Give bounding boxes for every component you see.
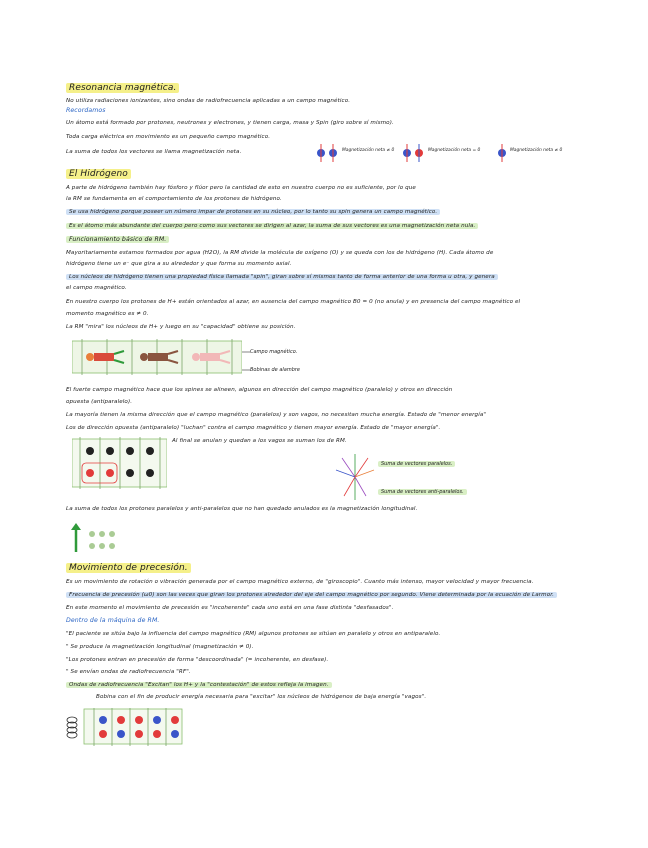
bullet-line: "Los protones entran en precesión de forma "descoordinada" (= incoherente, en desfase). (66, 657, 329, 663)
bullet-line: " Se envían ondas de radiofrecuencia "RF". (66, 669, 191, 675)
text-line: Ondas de radiofrecuencia "Excitan" los H+ y la "contestación" de estos refleja la imagen. (66, 681, 332, 689)
text-line: Es el átomo más abundante del cuerpo pero como sus vectores se dirigen al azar, la suma de sus vectores es una magnetización neta nula. (66, 222, 478, 230)
section-title-precesion: Movimiento de precesión. (66, 564, 191, 572)
section-title-resonancia: Resonancia magnética. (66, 84, 179, 92)
text-line: La RM "mira" los núcleos de H+ y luego en su "capacidad" obtiene su posición. (66, 324, 296, 330)
coil-excitation-diagram (64, 708, 184, 746)
text-line: Toda carga eléctrica en movimiento es un pequeño campo magnético. (66, 134, 271, 140)
text-line: Un átomo está formado por protones, neutrones y electrones, y tienen carga, masa y Spin (giro sobre sí mismo). (66, 120, 394, 126)
subheading-recordamos: Recordamos (66, 107, 106, 114)
text-line: A parte de hidrógeno también hay fósforo y flúor pero la cantidad de esto en nuestro cuerpo no es suficiente, por lo que (66, 185, 416, 191)
text-line: La mayoría tienen la misma dirección que el campo magnético (paralelos) y son vagos, no necesitan mucha energía. Estado de "menor energía" (66, 412, 487, 418)
vector-sum-icon (330, 452, 380, 502)
subheading-funcionamiento: Funcionamiento básico de RM. (66, 236, 169, 244)
mag-label-1: Magnetización neta ≠ 0 (342, 148, 395, 153)
proton-pair-1 (317, 144, 337, 162)
text-line: Es un movimiento de rotación o vibración generada por el campo magnético externo, de "giroscopio". Cuanto más intenso, mayor velocidad y mayor frecuencia. (66, 579, 534, 585)
spin-alignment-diagram (72, 437, 167, 489)
text-line: En nuestro cuerpo los protones de H+ están orientados al azar, en ausencia del campo magnético B0 = 0 (no anula) y en presencia del campo magnético el (66, 299, 521, 305)
text-line: En este momento el movimiento de precesión es "incoherente" cada uno está en una fase distinta "desfasados". (66, 605, 394, 611)
text-line: opuesta (antiparalelo). (66, 399, 133, 405)
magnetization-diagram (312, 142, 572, 164)
bullet-line: "El paciente se sitúa bajo la influencia del campo magnético (RM) algunos protones se sitúan en paralelo y otros en antiparalelo. (66, 631, 441, 637)
text-line: Frecuencia de precesión (ω0) son las veces que giran los protones alrededor del eje del campo magnético por segundo. Viene determinada por la ecuación de Larmor. (66, 591, 557, 599)
label-campo-magnetico: Campo magnético. (250, 349, 298, 355)
label-suma-paralelos: Suma de vectores paralelos. (378, 461, 455, 467)
label-suma-antiparalelos: Suma de vectores anti-paralelos. (378, 489, 467, 495)
text-line: El fuerte campo magnético hace que los spines se alineen, algunos en dirección del campo magnético (paralelo) y otros en dirección (66, 387, 453, 393)
text-line: Se usa hidrógeno porque poseer un número impar de protones en su núcleo, por lo tanto su spin genera un campo magnético. (66, 208, 440, 216)
label-bobinas: Bobinas de alambre (250, 367, 301, 373)
text-line: momento magnético es ≠ 0. (66, 311, 149, 317)
coil-icon (67, 717, 77, 738)
text-line: la RM se fundamenta en el comportamiento de los protones de hidrógeno. (66, 196, 282, 202)
text-line: La suma de todos los protones paralelos y anti-paralelos que no han quedado anulados es la magnetización longitudinal. (66, 506, 418, 512)
mag-label-2: Magnetización neta = 0 (428, 148, 481, 153)
text-line: Al final se anulan y quedan a los vagos se suman los de RM. (172, 438, 347, 444)
text-line: Mayoritariamente estamos formados por agua (H2O), la RM divide la molécula de oxígeno (O) y se queda con los de hidrógeno (H). Cada átomo de (66, 250, 494, 256)
proton-single (498, 144, 506, 162)
body-coil-diagram (72, 337, 242, 379)
text-line: Bobina con el fin de producir energía necesaria para "excitar" los núcleos de hidrógenos de baja energía "vagos". (96, 694, 427, 700)
text-line: hidrógeno tiene un e⁻ que gira a su alrededor y que forma su momento axial. (66, 261, 292, 267)
proton-pair-2 (403, 144, 423, 162)
section-title-hidrogeno: El Hidrógeno (66, 170, 131, 178)
longitudinal-magnetization-icon (70, 522, 140, 554)
text-line: La suma de todos los vectores se llama magnetización neta. (66, 149, 242, 155)
subheading-dentro: Dentro de la máquina de RM. (66, 617, 160, 624)
text-line: Los núcleos de hidrógeno tienen una propiedad física llamada "spin", giran sobre sí mismos tanto de forma anterior de una forma u otra, y genera (66, 273, 498, 281)
mag-label-3: Magnetización neta ≠ 0 (510, 148, 563, 153)
bullet-line: " Se produce la magnetización longitudinal (magnetización ≠ 0). (66, 644, 254, 650)
text-line: Los de dirección opuesta (antiparalelo) "luchan" contra el campo magnético y tienen mayor energía. Estado de "mayor energía". (66, 425, 441, 431)
text-line: el campo magnético. (66, 285, 127, 291)
text-line: No utiliza radiaciones ionizantes, sino ondas de radiofrecuencia aplicadas a un campo magnético. (66, 98, 351, 104)
